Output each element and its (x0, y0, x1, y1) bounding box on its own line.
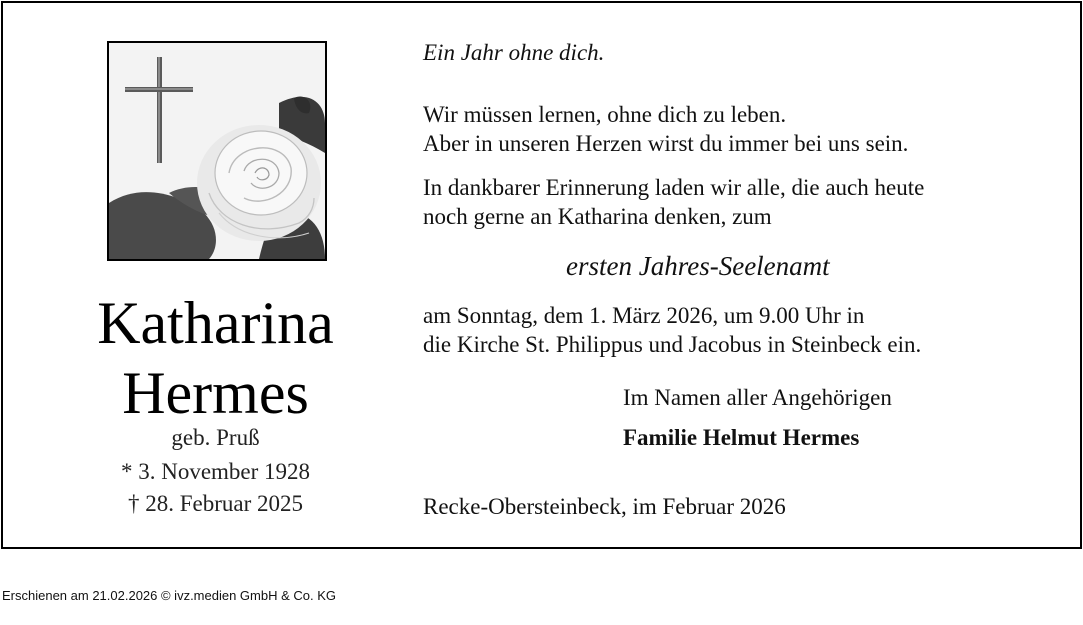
event-title: ersten Jahres-Seelenamt (566, 251, 830, 281)
family-signature: Familie Helmut Hermes (623, 425, 860, 450)
obituary-notice (1, 1, 1082, 549)
verse-line-2: Aber in unseren Herzen wirst du immer bei uns sein. (423, 131, 909, 156)
verse-line-1: Wir müssen lernen, ohne dich zu leben. (423, 102, 787, 127)
quote-line: Ein Jahr ohne dich. (423, 40, 605, 65)
invite-line-2: noch gerne an Katharina denken, zum (423, 204, 772, 229)
publication-footer: Erschienen am 21.02.2026 © ivz.medien GmbH & Co. KG (2, 588, 337, 603)
birth-date: * 3. November 1928 (120, 459, 311, 484)
birth-name: geb. Pruß (171, 425, 260, 450)
deceased-first-name: Katharina (97, 290, 334, 356)
date-line-2: die Kirche St. Philippus und Jacobus in Steinbeck ein. (423, 332, 922, 357)
cross-rose-image (107, 41, 327, 261)
date-line-1: am Sonntag, dem 1. März 2026, um 9.00 Uhr in (423, 303, 865, 328)
place-date-line: Recke-Obersteinbeck, im Februar 2026 (423, 494, 786, 519)
cross-and-rose-icon (109, 43, 325, 259)
behalf-line: Im Namen aller Angehörigen (623, 385, 892, 410)
invite-line-1: In dankbarer Erinnerung laden wir alle, die auch heute (423, 175, 925, 200)
deceased-last-name: Hermes (122, 360, 309, 426)
death-date: † 28. Februar 2025 (127, 491, 304, 516)
